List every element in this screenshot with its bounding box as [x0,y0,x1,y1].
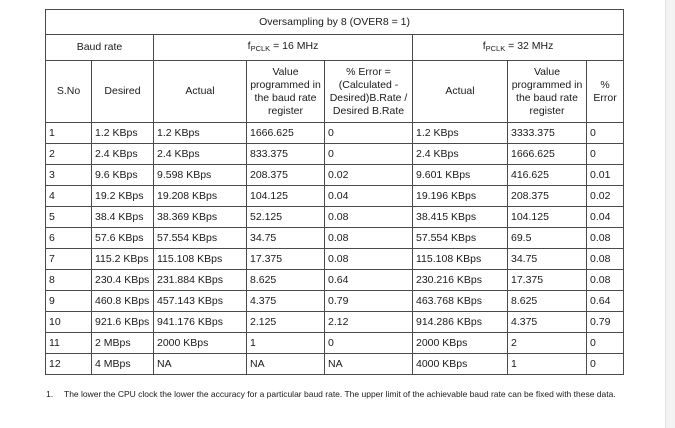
cell-desired: 57.6 KBps [92,228,154,249]
cell-actual-32mhz: 9.601 KBps [413,165,508,186]
cell-actual-16mhz: 57.554 KBps [154,228,247,249]
cell-value-32mhz: 3333.375 [508,123,587,144]
cell-actual-16mhz: NA [154,354,247,375]
cell-value-16mhz: 1 [247,333,325,354]
cell-actual-16mhz: 38.369 KBps [154,207,247,228]
table-row [46,249,624,270]
cell-error-16mhz: 2.12 [325,312,413,333]
column-header-value-programmed-32mhz: Value programmed in the baud rate register [508,61,587,123]
cell-value-32mhz: 416.625 [508,165,587,186]
cell-sno: 4 [46,186,92,207]
cell-value-32mhz: 208.375 [508,186,587,207]
cell-actual-16mhz: 941.176 KBps [154,312,247,333]
cell-error-16mhz: 0.64 [325,270,413,291]
cell-actual-32mhz: 115.108 KBps [413,249,508,270]
cell-value-16mhz: 8.625 [247,270,325,291]
table-row [46,312,624,333]
cell-value-16mhz: 52.125 [247,207,325,228]
cell-error-32mhz: 0 [587,144,624,165]
cell-value-32mhz: 1666.625 [508,144,587,165]
cell-value-16mhz: 34.75 [247,228,325,249]
cell-value-32mhz: 69.5 [508,228,587,249]
cell-desired: 921.6 KBps [92,312,154,333]
cell-sno: 5 [46,207,92,228]
cell-actual-32mhz: 2.4 KBps [413,144,508,165]
cell-desired: 38.4 KBps [92,207,154,228]
cell-actual-16mhz: 115.108 KBps [154,249,247,270]
cell-value-32mhz: 34.75 [508,249,587,270]
cell-actual-16mhz: 9.598 KBps [154,165,247,186]
cell-error-32mhz: 0.01 [587,165,624,186]
cell-desired: 2.4 KBps [92,144,154,165]
cell-error-32mhz: 0 [587,123,624,144]
table-title: Oversampling by 8 (OVER8 = 1) [46,10,624,35]
table-row [46,123,624,144]
cell-actual-32mhz: 230.216 KBps [413,270,508,291]
cell-sno: 11 [46,333,92,354]
cell-desired: 1.2 KBps [92,123,154,144]
cell-value-16mhz: NA [247,354,325,375]
cell-value-16mhz: 17.375 [247,249,325,270]
group-header-fpclk-32mhz: $f_{PCLK} = 32$ MHz [413,35,624,61]
cell-actual-16mhz: 231.884 KBps [154,270,247,291]
footnote-number: 1. [46,389,54,399]
group-header-baud-rate: Baud rate [46,35,154,61]
table-row [46,207,624,228]
cell-value-16mhz: 2.125 [247,312,325,333]
cell-desired: 115.2 KBps [92,249,154,270]
group-header-fpclk-16mhz: $f_{PCLK} = 16$ MHz [154,35,413,61]
footnote [46,389,616,399]
cell-error-32mhz: 0 [587,354,624,375]
column-header-error-16mhz: % Error = (Calculated - Desired)B.Rate / Desired B.Rate [325,61,413,123]
cell-sno: 9 [46,291,92,312]
cell-value-32mhz: 2 [508,333,587,354]
cell-value-16mhz: 4.375 [247,291,325,312]
cell-value-16mhz: 1666.625 [247,123,325,144]
cell-value-32mhz: 8.625 [508,291,587,312]
cell-sno: 10 [46,312,92,333]
table-row [46,165,624,186]
cell-error-32mhz: 0 [587,333,624,354]
cell-sno: 6 [46,228,92,249]
cell-error-16mhz: 0.08 [325,249,413,270]
cell-error-16mhz: 0.79 [325,291,413,312]
column-header-actual-16mhz: Actual [154,61,247,123]
cell-value-32mhz: 104.125 [508,207,587,228]
cell-sno: 12 [46,354,92,375]
cell-desired: 9.6 KBps [92,165,154,186]
column-header-desired: Desired [92,61,154,123]
baud-rate-table [45,9,624,375]
cell-actual-32mhz: 4000 KBps [413,354,508,375]
table-row [46,291,624,312]
cell-actual-16mhz: 2000 KBps [154,333,247,354]
cell-value-16mhz: 104.125 [247,186,325,207]
column-header-actual-32mhz: Actual [413,61,508,123]
cell-sno: 2 [46,144,92,165]
cell-sno: 1 [46,123,92,144]
cell-actual-32mhz: 463.768 KBps [413,291,508,312]
cell-sno: 3 [46,165,92,186]
cell-value-32mhz: 4.375 [508,312,587,333]
cell-error-16mhz: NA [325,354,413,375]
cell-error-16mhz: 0.04 [325,186,413,207]
cell-value-16mhz: 208.375 [247,165,325,186]
table-row [46,228,624,249]
cell-error-16mhz: 0 [325,333,413,354]
cell-desired: 19.2 KBps [92,186,154,207]
cell-value-32mhz: 17.375 [508,270,587,291]
cell-actual-32mhz: 38.415 KBps [413,207,508,228]
table-body [46,123,624,375]
cell-error-16mhz: 0.08 [325,228,413,249]
cell-error-32mhz: 0.04 [587,207,624,228]
cell-desired: 230.4 KBps [92,270,154,291]
column-header-error-32mhz: % Error [587,61,624,123]
cell-actual-32mhz: 19.196 KBps [413,186,508,207]
cell-error-32mhz: 0.79 [587,312,624,333]
table-row [46,333,624,354]
cell-actual-16mhz: 1.2 KBps [154,123,247,144]
cell-desired: 2 MBps [92,333,154,354]
cell-error-16mhz: 0 [325,144,413,165]
column-header-value-programmed-16mhz: Value programmed in the baud rate register [247,61,325,123]
table-row [46,270,624,291]
cell-actual-32mhz: 57.554 KBps [413,228,508,249]
cell-error-32mhz: 0.02 [587,186,624,207]
vertical-scrollbar[interactable] [665,0,675,428]
cell-actual-32mhz: 1.2 KBps [413,123,508,144]
cell-value-16mhz: 833.375 [247,144,325,165]
cell-value-32mhz: 1 [508,354,587,375]
cell-actual-16mhz: 2.4 KBps [154,144,247,165]
cell-error-32mhz: 0.08 [587,270,624,291]
footnote-text: The lower the CPU clock the lower the accuracy for a particular baud rate. The upper limit of the achievable baud rate can be fixed with these data. [64,389,616,399]
cell-error-32mhz: 0.08 [587,249,624,270]
cell-desired: 460.8 KBps [92,291,154,312]
cell-actual-16mhz: 19.208 KBps [154,186,247,207]
cell-desired: 4 MBps [92,354,154,375]
cell-sno: 7 [46,249,92,270]
cell-error-16mhz: 0.08 [325,207,413,228]
table-row [46,144,624,165]
table-row [46,354,624,375]
column-header-sno: S.No [46,61,92,123]
table-row [46,186,624,207]
cell-actual-32mhz: 914.286 KBps [413,312,508,333]
cell-sno: 8 [46,270,92,291]
cell-error-16mhz: 0 [325,123,413,144]
cell-error-16mhz: 0.02 [325,165,413,186]
cell-error-32mhz: 0.08 [587,228,624,249]
cell-actual-16mhz: 457.143 KBps [154,291,247,312]
cell-error-32mhz: 0.64 [587,291,624,312]
cell-actual-32mhz: 2000 KBps [413,333,508,354]
